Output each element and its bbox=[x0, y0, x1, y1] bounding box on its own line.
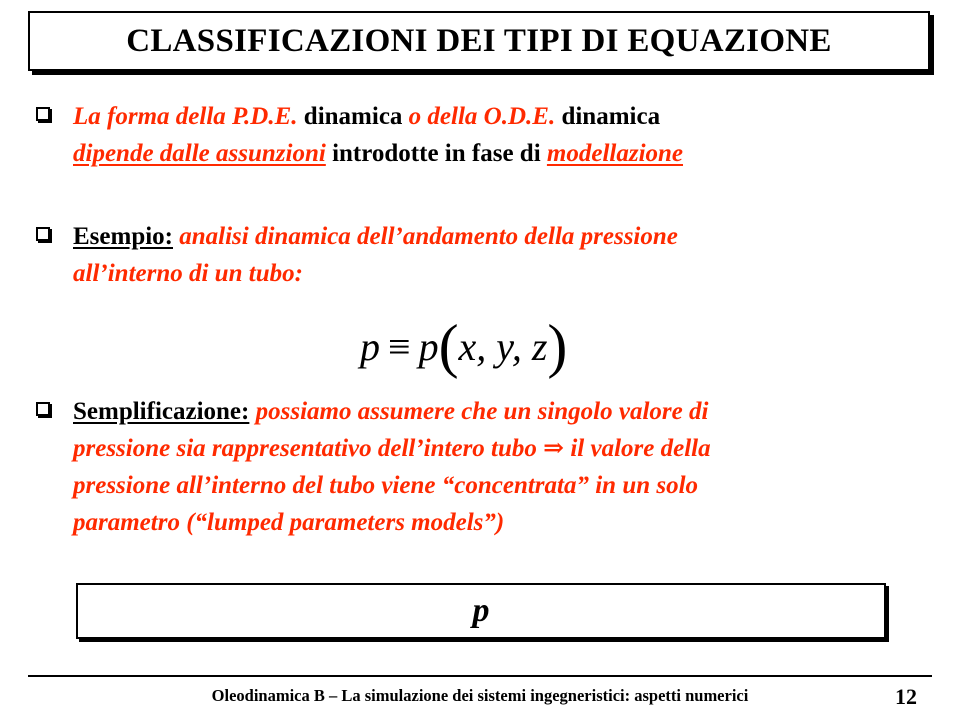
slide-title: CLASSIFICAZIONI DEI TIPI DI EQUAZIONE bbox=[126, 22, 832, 59]
bullet-line bbox=[73, 255, 923, 292]
formula-args: x, y, z bbox=[458, 324, 548, 369]
text-segment: possiamo assumere che un singolo valore di bbox=[249, 398, 709, 425]
text-segment: all’interno di un tubo: bbox=[73, 260, 303, 287]
bullet-line bbox=[73, 504, 923, 541]
text-segment: analisi dinamica dell’andamento della pressione bbox=[173, 223, 678, 250]
bullet-line bbox=[73, 393, 923, 430]
lumped-parameter-box bbox=[76, 583, 886, 639]
text-segment: dinamica bbox=[555, 103, 661, 130]
text-segment: Semplificazione: bbox=[73, 398, 250, 425]
bullet-text bbox=[73, 393, 923, 541]
formula-operator: ≡ bbox=[388, 324, 411, 369]
text-segment: modellazione bbox=[546, 140, 684, 167]
text-segment: pressione sia rappresentativo dell’intero tubo ⇒ il valore della bbox=[73, 435, 711, 462]
bullet-line bbox=[73, 218, 923, 255]
bullet-text bbox=[73, 218, 923, 292]
text-segment: La forma della P.D.E. bbox=[73, 103, 298, 130]
text-segment: Esempio: bbox=[73, 223, 173, 250]
text-segment: parametro (“lumped parameters models”) bbox=[73, 509, 505, 536]
square-bullet-icon bbox=[36, 227, 50, 241]
formula-close-paren: ) bbox=[547, 313, 568, 379]
bullet-line bbox=[73, 467, 923, 504]
text-segment: o della O.D.E. bbox=[408, 103, 556, 130]
bullet-line bbox=[73, 98, 923, 135]
pressure-formula bbox=[360, 311, 600, 381]
footer-divider bbox=[28, 675, 932, 677]
bullet-text bbox=[73, 98, 923, 172]
title-box bbox=[28, 11, 930, 71]
text-segment: introdotte in fase di bbox=[325, 140, 547, 167]
text-segment: dipende dalle assunzioni bbox=[73, 140, 326, 167]
formula-open-paren: ( bbox=[438, 313, 459, 379]
formula-function: p bbox=[418, 324, 439, 369]
lumped-parameter-variable: p bbox=[472, 592, 490, 629]
bullet-line bbox=[73, 430, 923, 467]
square-bullet-icon bbox=[36, 107, 50, 121]
bullet-line bbox=[73, 135, 923, 172]
page-number: 12 bbox=[895, 684, 917, 709]
footer-caption: Oleodinamica B – La simulazione dei sistemi ingegneristici: aspetti numerici bbox=[211, 686, 749, 705]
formula-lhs: p bbox=[360, 324, 380, 369]
text-segment: pressione all’interno del tubo viene “concentrata” in un solo bbox=[73, 472, 699, 499]
square-bullet-icon bbox=[36, 402, 50, 416]
text-segment: dinamica bbox=[297, 103, 409, 130]
